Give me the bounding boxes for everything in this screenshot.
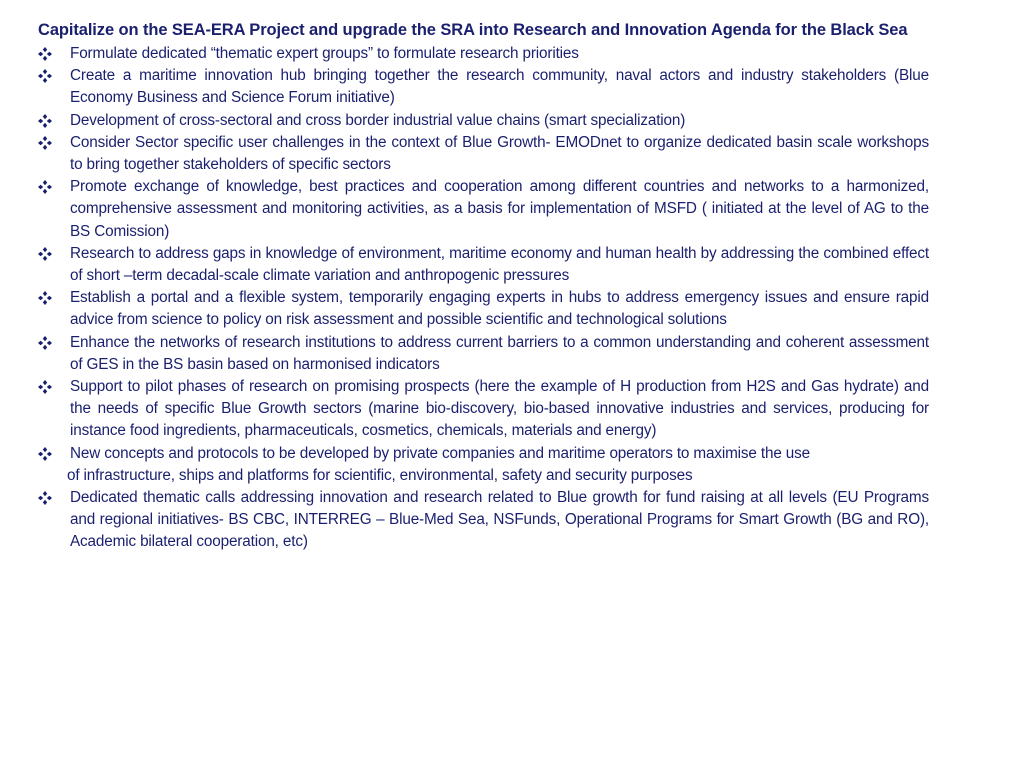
bullet-text: Support to pilot phases of research on promising prospects (here the example of H production from H2S and Gas hydrate) and the needs of specific Blue Growth sectors (marine bio-discovery, bio-based innovative industries and services, producing for instance food ingredients, pharmaceuticals, cosmetics, chemicals, materials and energy) [70,378,929,440]
bullet-item [38,243,929,287]
bullet-text: New concepts and protocols to be developed by private companies and maritime operators to maximise the use [70,444,810,462]
bullet-text: Consider Sector specific user challenges in the context of Blue Growth- EMODnet to organize dedicated basin scale workshops to bring together stakeholders of specific sectors [70,133,929,174]
bullet-text: Promote exchange of knowledge, best practices and cooperation among different countries and networks to a harmonized, comprehensive assessment and monitoring activities, as a basis for implementation of MSFD ( initiated at the level of AG to the BS Comission) [70,178,929,240]
four-diamond-bullet-icon [38,447,52,461]
bullet-item [38,132,929,176]
four-diamond-bullet-icon [38,247,52,261]
four-diamond-bullet-icon [38,380,52,394]
bullet-item [38,287,929,331]
bullet-text: Establish a portal and a flexible system, temporarily engaging experts in hubs to address emergency issues and ensure rapid advice from science to policy on risk assessment and possible scientific and technological solutions [70,289,929,329]
bullet-item [38,65,929,109]
bullet-item [38,110,929,132]
four-diamond-bullet-icon [38,291,52,305]
four-diamond-bullet-icon [38,136,52,150]
four-diamond-bullet-icon [38,180,52,194]
bullet-text: of infrastructure, ships and platforms for scientific, environmental, safety and security purposes [67,466,693,484]
slide-title: Capitalize on the SEA-ERA Project and upgrade the SRA into Research and Innovation Agenda for the Black Sea [38,21,908,39]
bullet-item [38,443,929,465]
bullet-list [38,43,929,554]
bullet-text: Create a maritime innovation hub bringing together the research community, naval actors and industry stakeholders (Blue Economy Business and Science Forum initiative) [70,67,929,107]
four-diamond-bullet-icon [38,114,52,128]
four-diamond-bullet-icon [38,491,52,505]
bullet-item [38,487,929,554]
four-diamond-bullet-icon [38,47,52,61]
bullet-text: Formulate dedicated “thematic expert groups” to formulate research priorities [70,45,579,62]
four-diamond-bullet-icon [38,336,52,350]
bullet-item [38,332,929,376]
bullet-item [38,43,929,65]
bullet-text: Research to address gaps in knowledge of environment, maritime economy and human health by addressing the combined effect of short –term decadal-scale climate variation and anthropogenic pressures [70,244,929,285]
bullet-text: Enhance the networks of research institutions to address current barriers to a common understanding and coherent assessment of GES in the BS basin based on harmonised indicators [70,333,929,373]
bullet-continuation-line [38,465,929,487]
four-diamond-bullet-icon [38,69,52,83]
bullet-item [38,376,929,443]
bullet-text: Development of cross-sectoral and cross border industrial value chains (smart specialization) [70,111,686,129]
bullet-text: Dedicated thematic calls addressing innovation and research related to Blue growth for fund raising at all levels (EU Programs and regional initiatives- BS CBC, INTERREG – Blue-Med Sea, NSFunds, Operational Programs for Smart Growth (BG and RO), Academic bilateral cooperation, etc) [70,489,929,551]
bullet-item [38,176,929,243]
